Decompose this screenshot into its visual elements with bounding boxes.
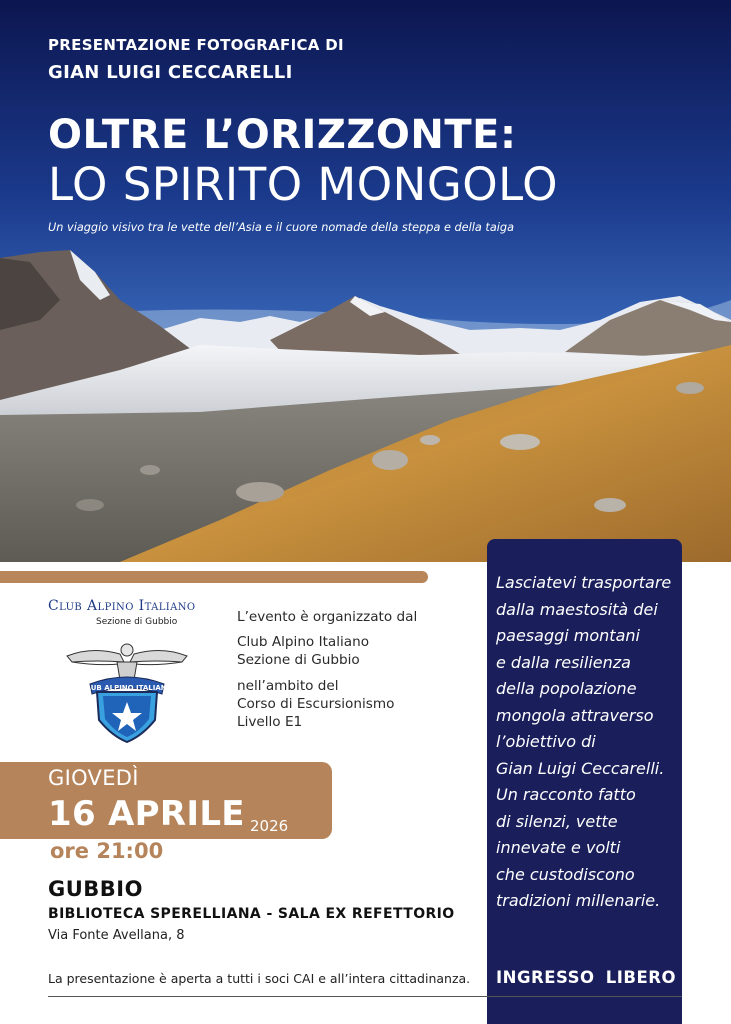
event-time: ore 21:00 bbox=[50, 839, 164, 863]
description-line: della popolazione bbox=[496, 679, 637, 698]
emblem-banner-text: CLUB ALPINO ITALIANO bbox=[81, 684, 173, 692]
description-line: Gian Luigi Ceccarelli. bbox=[496, 758, 665, 778]
description-text bbox=[496, 570, 678, 915]
organizer-name-line1: Club Alpino Italiano bbox=[237, 634, 370, 650]
cai-logo-title bbox=[48, 598, 196, 614]
page-title-line1: OLTRE L’ORIZZONTE: bbox=[48, 112, 517, 158]
page-title-line2: LO SPIRITO MONGOLO bbox=[48, 158, 558, 211]
description-line: paesaggi montani bbox=[496, 626, 640, 645]
event-address: Via Fonte Avellana, 8 bbox=[48, 928, 185, 943]
cai-logo-title-text: Club Alpino Italiano bbox=[48, 598, 196, 614]
free-entry-word2: LIBERO bbox=[605, 968, 676, 987]
cai-logo-subtitle: Sezione di Gubbio bbox=[96, 617, 178, 627]
cai-eagle-emblem-icon bbox=[62, 640, 192, 745]
description-line: di silenzi, vette bbox=[496, 811, 618, 831]
organizer-context-line1: nell’ambito del bbox=[237, 678, 339, 694]
description-line: che custodiscono bbox=[496, 864, 635, 884]
organizer-context-line3: Livello E1 bbox=[237, 714, 303, 730]
organizer-name bbox=[237, 633, 369, 669]
free-entry-label bbox=[496, 968, 676, 987]
event-date: 16 APRILE bbox=[48, 794, 245, 834]
kicker-presenter-label: PRESENTAZIONE FOTOGRAFICA DI bbox=[48, 36, 344, 54]
description-line: l’obiettivo di bbox=[496, 732, 596, 751]
organizer-context-line2: Corso di Escursionismo bbox=[237, 696, 395, 712]
page-subtitle: Un viaggio visivo tra le vette dell’Asia e il cuore nomade della steppa e della taiga bbox=[48, 221, 515, 234]
organizer-name-line2: Sezione di Gubbio bbox=[237, 652, 360, 668]
free-entry-word1: INGRESSO bbox=[496, 968, 595, 987]
description-line: tradizioni millenarie. bbox=[496, 891, 661, 910]
event-weekday: GIOVEDÌ bbox=[48, 766, 139, 790]
kicker-presenter-name: GIAN LUIGI CECCARELLI bbox=[48, 62, 293, 83]
accent-divider bbox=[0, 571, 428, 583]
event-city: GUBBIO bbox=[48, 877, 143, 901]
description-line: dalla maestosità dei bbox=[496, 599, 658, 619]
organizer-intro: L’evento è organizzato dal bbox=[237, 609, 418, 625]
description-line: innevate e volti bbox=[496, 838, 621, 857]
footer-divider bbox=[48, 996, 682, 997]
event-venue: BIBLIOTECA SPERELLIANA - SALA EX REFETTORIO bbox=[48, 906, 455, 922]
footer-note: La presentazione è aperta a tutti i soci CAI e all’intera cittadinanza. bbox=[48, 971, 471, 986]
description-line: Lasciatevi trasportare bbox=[496, 573, 672, 592]
description-line: mongola attraverso bbox=[496, 705, 654, 725]
organizer-context bbox=[237, 677, 394, 731]
description-line: Un racconto fatto bbox=[496, 785, 636, 804]
event-year: 2026 bbox=[250, 817, 289, 835]
description-line: e dalla resilienza bbox=[496, 652, 631, 672]
